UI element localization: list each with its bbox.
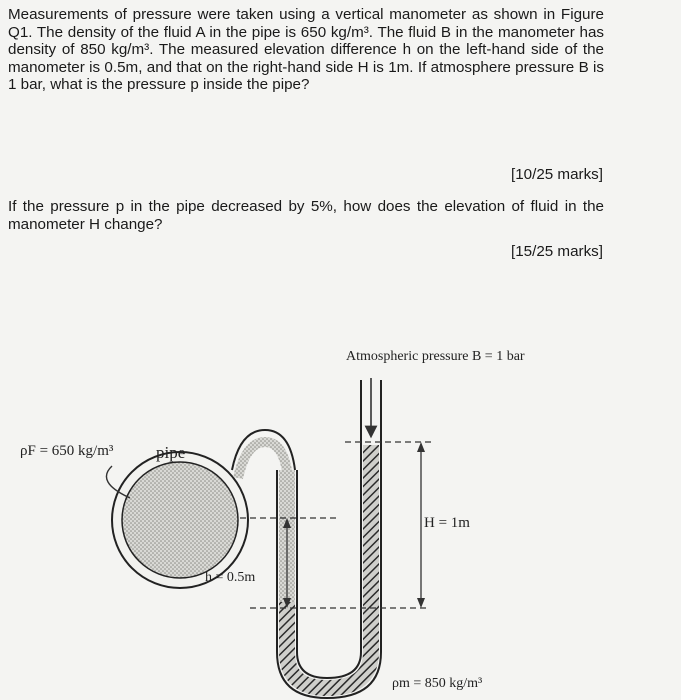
pipe-fluid [122, 462, 238, 578]
left-leg-fluid-b [279, 602, 295, 652]
H-label: H = 1m [424, 515, 470, 531]
marks-part1: [10/25 marks] [510, 166, 603, 183]
question-part1: Measurements of pressure were taken using a vertical manometer as shown in Figure Q1. The density of the fluid A in the pipe is 650 kg/m³. The fluid B in the manometer has density of 850 kg/m³. The measured elevation difference h on the left-hand side of the manometer is 0.5m, and that on the right-hand side H is 1m. If atmosphere pressure B is 1 bar, what is the pressure p inside the pipe? [8, 6, 604, 94]
H-arrow-bottom [417, 598, 425, 608]
u-bend-fluid [287, 652, 371, 688]
right-leg-fluid [363, 445, 379, 652]
marks-part2: [15/25 marks] [510, 243, 603, 260]
question-part2: If the pressure p in the pipe decreased by 5%, how does the elevation of fluid in the manometer H change? [8, 198, 604, 233]
pipe-label: pipe [156, 443, 186, 462]
u-bend-inner [297, 652, 361, 678]
H-arrow-top [417, 442, 425, 452]
h-label: h = 0.5m [205, 570, 256, 585]
manometer-density-label: ρm = 850 kg/m³ [392, 676, 483, 691]
pipe-density-label: ρF = 650 kg/m³ [20, 443, 114, 459]
atmospheric-pressure-label: Atmospheric pressure B = 1 bar [346, 349, 525, 364]
